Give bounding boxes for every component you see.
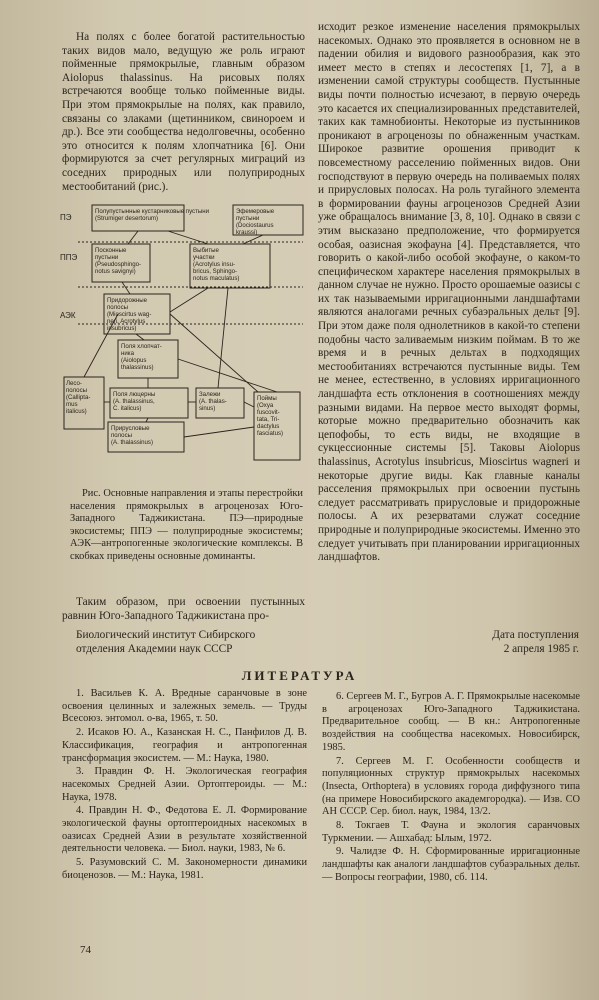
reference-item: 5. Разумовский С. М. Закономерности динамики биоценозов. — М.: Наука, 1981.: [62, 857, 307, 881]
figure-box-label: Поля люцерны: [113, 391, 156, 398]
figure-box-label: полосы: [111, 432, 132, 439]
figure-box-label: Полупустынные кустарниковые пустыни: [95, 208, 210, 215]
figure-box-label: fuscovit-: [257, 409, 280, 416]
figure-box-label: (A. thalas-: [199, 398, 227, 405]
page-number: 74: [80, 944, 91, 956]
figure-box-label: C. italicus): [113, 405, 142, 412]
figure-box-label: Лесо-: [66, 380, 82, 387]
figure-box-label: sinus): [199, 405, 216, 412]
reference-item: 2. Исаков Ю. А., Казанская Н. С., Панфилов Д. В. Классификация, география и антропогенная трансформация экосистем. — М.: Наука, 1980.: [62, 727, 307, 764]
figure-box-label: (Callipta-: [66, 394, 91, 401]
arrow-line: [178, 359, 277, 392]
arrow-line: [136, 334, 144, 340]
right-paragraph: исходит резкое изменение населения прямокрылых насекомых. Однако это проявляется в основном не в падении обилия и видового разнообразия, как это имеет место в степях и лесостепях [1, 7], а в изменении самой структуры сообществ. Пустынные виды почти полностью исчезают, в первую очередь это касается их специализированных представителей, таких как тамнобионты. Некоторые из пустынников проникают в агроценозы по обнаженным участкам. Широкое развитие орошения приводит к повсеместному расселению пойменных видов. Они господствуют в первую очередь на поливаемых полях и прирусловых полосах. На роль тугайного элемента в формировании фауны агроценозов Средней Азии уже обращалось внимание [3, 8, 10]. Однако в связи с этим высказано предположение, что формируется особая, оазисная экофауна [4]. Представляется, что говорить о какой-либо особой экофауне, о каком-то специфическом характере населения прямокрылых в данном случае не нужно. Просто орошаемые оазисы с их так называемыми ирригационными ландшафтами являются аналогами речных субаэральных дельт [9]. При этом даже поля однолетников в какой-то степени подобны часто заливаемым низким поймам. В то же время и в речных дельтах в подходящих местообитаниях встречаются пустынные виды. Тем не менее, естественно, в условиях ирригационного ландшафта есть отклонения в соотношениях между разными видами. На первое место выходят формы, которые можно предварительно обозначить как цепофобы, то есть виды, не входящие в сукцессионные системы [5]. Таковы Aiolopus thalassinus, Acrotylus insubricus, Mioscirtus wagneri и некоторые другие виды. Как главные каналы расселения прямокрылых при освоении пустынь следует рассматривать прирусловые и придорожные полосы. А их резерватами служат соседние природные и полуприродные экосистемы. Именно это следует учитывать при планировании ирригационных ландшафтов.: [318, 21, 580, 564]
conclusion-text: Таким образом, при освоении пустынных равнин Юго-Западного Таджикистана про-: [62, 596, 305, 622]
figure-box-label: insubricus): [107, 325, 137, 332]
arrow-line: [170, 314, 258, 392]
arrow-line: [122, 282, 130, 294]
row-label-aek: АЭК: [60, 311, 76, 320]
conclusion-block: [62, 596, 305, 623]
right-column: [318, 21, 580, 565]
reference-item: 7. Сергеев М. Г. Особенности сообществ и популяционных структур прямокрылых насекомых (Insecta, Orthoptera) в условиях города диффузного типа (на примере Новосибирского академгородка). — Изв. СО АН СССР. Сер. биол. наук, 1984, 13/2.: [322, 755, 580, 818]
references-left: [62, 688, 307, 884]
figure-box-label: Поймы: [257, 395, 277, 402]
row-label-pe: ПЭ: [60, 213, 72, 222]
row-label-ppe: ППЭ: [60, 253, 78, 262]
succession-diagram: [58, 202, 316, 482]
received-date: [492, 629, 579, 657]
figure-box-label: (Dociostaurus: [236, 222, 274, 229]
reference-item: 9. Чалидзе Ф. Н. Сформированные ирригационные ландшафты как аналоги ландшафтов субаэральных дельт. — Вопросы географии, 1980, сб. 114.: [322, 846, 580, 883]
arrow-line: [243, 235, 263, 244]
figure-caption: [70, 488, 303, 564]
figure-box-label: Эфемеровые: [236, 208, 275, 215]
arrow-line: [170, 288, 208, 312]
figure-box-label: полосы: [107, 304, 128, 311]
figure-box-label: kraussi): [236, 229, 258, 236]
figure-box-label: (Oxya: [257, 402, 274, 409]
figure-box-label: (Mioscirtus wag-: [107, 311, 152, 318]
figure-box-label: полосы: [66, 387, 87, 394]
figure-box-label: Придорожные: [107, 297, 148, 304]
figure-box-label: пустыни: [236, 215, 260, 222]
affiliation-line-1: Биологический институт Сибирского: [76, 629, 256, 641]
arrow-line: [128, 231, 138, 244]
figure-box-label: Поля хлопчат-: [121, 343, 162, 350]
affiliation: [76, 629, 316, 657]
figure-box-label: (Aiolopus: [121, 357, 147, 364]
references-right: [322, 691, 580, 886]
reference-item: 4. Правдин Н. Ф., Федотова Е. Л. Формирование экологической фауны ортоптероидных насекомых в оазисах Средней Азии в результате хозяйственной деятельности человека. — Биол. науки, 1983, № 6.: [62, 805, 307, 855]
reference-item: 1. Васильев К. А. Вредные саранчовые в зоне освоения целинных и залежных земель. — Труды Всесоюз. энтомол. о-ва, 1965, т. 50.: [62, 688, 307, 725]
reference-item: 8. Токгаев Т. Фауна и экология саранчовых Туркмении. — Ашхабад: Ылым, 1972.: [322, 820, 580, 844]
caption-text: Рис. Основные направления и этапы перестройки населения прямокрылых в агроценозах Юго-Западного Таджикистана. ПЭ—природные экосистемы; ППЭ — полуприродные экосистемы; АЭК—антропогенные экологические комплексы. В скобках приведены основные доминанты.: [70, 488, 303, 562]
figure-box-label: Выбитые: [193, 247, 219, 254]
figure-box-label: (A. thalassinus,: [113, 398, 155, 405]
figure-box-label: (Acrotylus insu-: [193, 261, 235, 268]
figure-box-label: ника: [121, 350, 134, 357]
figure-box-label: bricus, Sphingo-: [193, 268, 238, 275]
figure-diagram: [58, 202, 316, 482]
received-label: Дата поступления: [492, 629, 579, 641]
figure-box-label: Залежи: [199, 391, 221, 398]
figure-box-label: dactylus: [257, 423, 280, 430]
figure-box-label: mus: [66, 401, 78, 408]
left-paragraph: На полях с более богатой растительностью таких видов мало, ведущую же роль играют пойменные прямокрылые, главным образом Aiolopus thalassinus. На рисовых полях встречаются вообще только пойменные виды. При этом прямокрылые на полях, как правило, связаны со злаками (щетинником, свинороем и др.). Все эти сообщества недолговечны, особенно это относится к полям хлопчатника [6]. Они формируются за счет регулярных миграций из соседних природных или полуприродных местообитаний (рис.).: [62, 31, 305, 193]
reference-item: 3. Правдин Ф. Н. Экологическая география насекомых Средней Азии. Ортоптероиды. — М.: Наука, 1978.: [62, 766, 307, 803]
figure-box-label: neri, Acrotylus: [107, 318, 146, 325]
left-column: [62, 31, 305, 194]
figure-box-label: (Strumiger desertorum): [95, 215, 158, 222]
figure-box-label: notus maculatus): [193, 275, 240, 282]
figure-box-label: Прирусловые: [111, 425, 150, 432]
figure-box-label: Посконные: [95, 247, 127, 254]
figure-box-label: (Pseudosphingo-: [95, 261, 142, 268]
arrow-line: [244, 402, 254, 407]
figure-box-label: участки: [193, 254, 215, 261]
figure-box-label: thalassinus): [121, 364, 154, 371]
affiliation-line-2: отделения Академии наук СССР: [76, 642, 233, 655]
received-value: 2 апреля 1985 г.: [503, 642, 579, 655]
arrow-line: [184, 427, 254, 437]
figure-box-label: tata, Tri-: [257, 416, 280, 423]
figure-box-label: (A. thalassinus): [111, 439, 153, 446]
figure-box-label: italicus): [66, 408, 87, 415]
arrow-line: [146, 418, 148, 422]
reference-item: 6. Сергеев М. Г., Бугров А. Г. Прямокрылые насекомые в агроценозах Юго-Западного Таджикистана. Предварительное сообщ. — В кн.: Антропогенные воздействия на сообщества насекомых. Новосибирск, 1985.: [322, 691, 581, 753]
figure-box-label: fasciatus): [257, 430, 284, 437]
figure-box-label: notus savignyi): [95, 268, 136, 275]
figure-box-label: пустыни: [95, 254, 119, 261]
literature-title: ЛИТЕРАТУРА: [241, 668, 358, 683]
